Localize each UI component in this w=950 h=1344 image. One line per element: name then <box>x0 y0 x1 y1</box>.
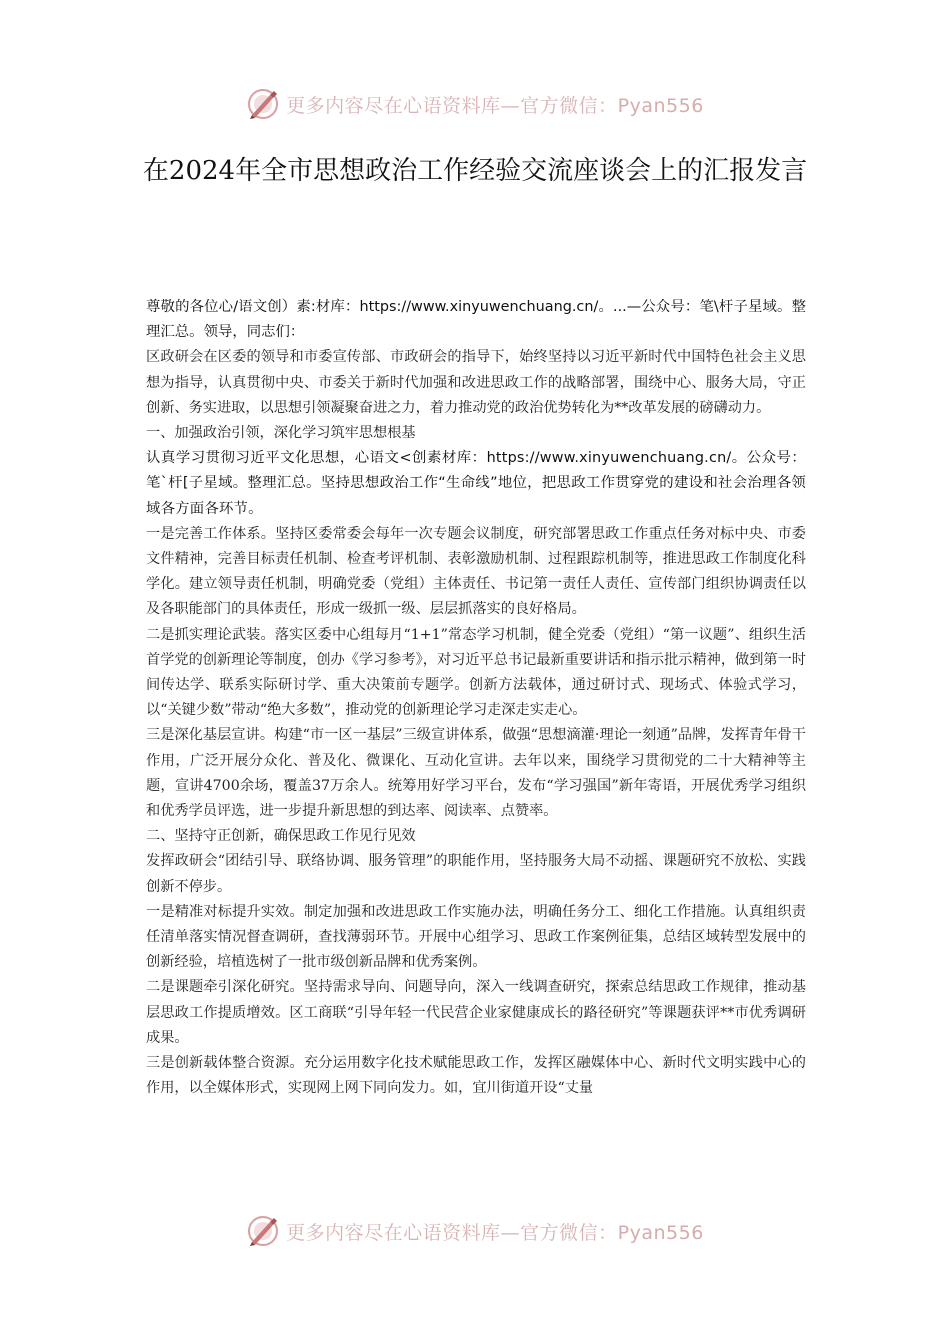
body-paragraph: 认真学习贯彻习近平文化思想，心语文<创素材库：https://www.xinyuwenchuang.cn/。公众号：笔`杆[子星域。整理汇总。坚持思想政治工作“生命线”地位，把思政工作贯穿党的建设和社会治理各领域各方面各环节。 <box>146 450 806 517</box>
body-paragraph: 二是课题牵引深化研究。坚持需求导向、问题导向，深入一线调查研究，探索总结思政工作规律，推动基层思政工作提质增效。区工商联“引导年轻一代民营企业家健康成长的路径研究”等课题获评**市优秀调研成果。 <box>146 979 806 1046</box>
pen-logo-icon <box>246 1214 280 1248</box>
header-watermark-banner <box>0 84 950 124</box>
body-paragraph: 一是完善工作体系。坚持区委常委会每年一次专题会议制度，研究部署思政工作重点任务对标中央、市委文件精神，完善目标责任机制、检查考评机制、表彰激励机制、过程跟踪机制等，推进思政工作制度化科学化。建立领导责任机制，明确党委（党组）主体责任、书记第一责任人责任、宣传部门组织协调责任以及各职能部门的具体责任，形成一级抓一级、层层抓落实的良好格局。 <box>146 525 806 618</box>
section-heading: 二、坚持守正创新，确保思政工作见行见效 <box>146 828 416 845</box>
document-body <box>146 295 806 1102</box>
body-paragraph: 区政研会在区委的领导和市委宣传部、市政研会的指导下，始终坚持以习近平新时代中国特色社会主义思想为指导，认真贯彻中央、市委关于新时代加强和改进思政工作的战略部署，围绕中心、服务大局，守正创新、务实进取，以思想引领凝聚奋进之力，着力推动党的政治优势转化为**改革发展的磅礴动力。 <box>146 349 806 416</box>
body-paragraph: 二是抓实理论武装。落实区委中心组每月“1+1”常态学习机制，健全党委（党组）“第一议题”、组织生活首学党的创新理论等制度，创办《学习参考》，对习近平总书记最新重要讲话和指示批示精神，做到第一时间传达学、联系实际研讨学、重大决策前专题学。创新方法载体，通过研讨式、现场式、体验式学习，以“关键少数”带动“绝大多数”，推动党的创新理论学习走深走实走心。 <box>146 626 806 719</box>
salutation-paragraph: 尊敬的各位心/语文创）素:材库：https://www.xinyuwenchuang.cn/。...—公众号：笔\杆子星域。整理汇总。领导，同志们： <box>146 299 806 341</box>
section-heading: 一、加强政治引领，深化学习筑牢思想根基 <box>146 425 416 442</box>
banner-text: 更多内容尽在心语资料库—官方微信：Pyan556 <box>286 1221 704 1244</box>
document-title: 在2024年全市思想政治工作经验交流座谈会上的汇报发言 <box>142 156 808 186</box>
body-paragraph: 一是精准对标提升实效。制定加强和改进思政工作实施办法，明确任务分工、细化工作措施。认真组织责任清单落实情况督查调研，查找薄弱环节。开展中心组学习、思政工作案例征集，总结区域转型发展中的创新经验，培植选树了一批市级创新品牌和优秀案例。 <box>146 903 806 971</box>
body-paragraph: 发挥政研会“团结引导、联络协调、服务管理”的职能作用，坚持服务大局不动摇、课题研究不放松、实践创新不停步。 <box>146 853 806 895</box>
body-paragraph: 三是创新载体整合资源。充分运用数字化技术赋能思政工作，发挥区融媒体中心、新时代文明实践中心的作用，以全媒体形式，实现网上网下同向发力。如，宜川街道开设“丈量 <box>146 1055 806 1097</box>
banner-text: 更多内容尽在心语资料库—官方微信：Pyan556 <box>286 94 704 117</box>
pen-logo-icon <box>246 87 280 121</box>
body-paragraph: 三是深化基层宣讲。构建“市一区一基层”三级宣讲体系，做强“思想滴灌·理论一刻通”品牌，发挥青年骨干作用，广泛开展分众化、普及化、微课化、互动化宣讲。去年以来，围绕学习贯彻党的二十大精神等主题，宣讲4700余场，覆盖37万余人。统筹用好学习平台，发布“学习强国”新年寄语，开展优秀学习组织和优秀学员评选，进一步提升新思想的到达率、阅读率、点赞率。 <box>146 727 806 820</box>
footer-watermark-banner <box>0 1211 950 1251</box>
